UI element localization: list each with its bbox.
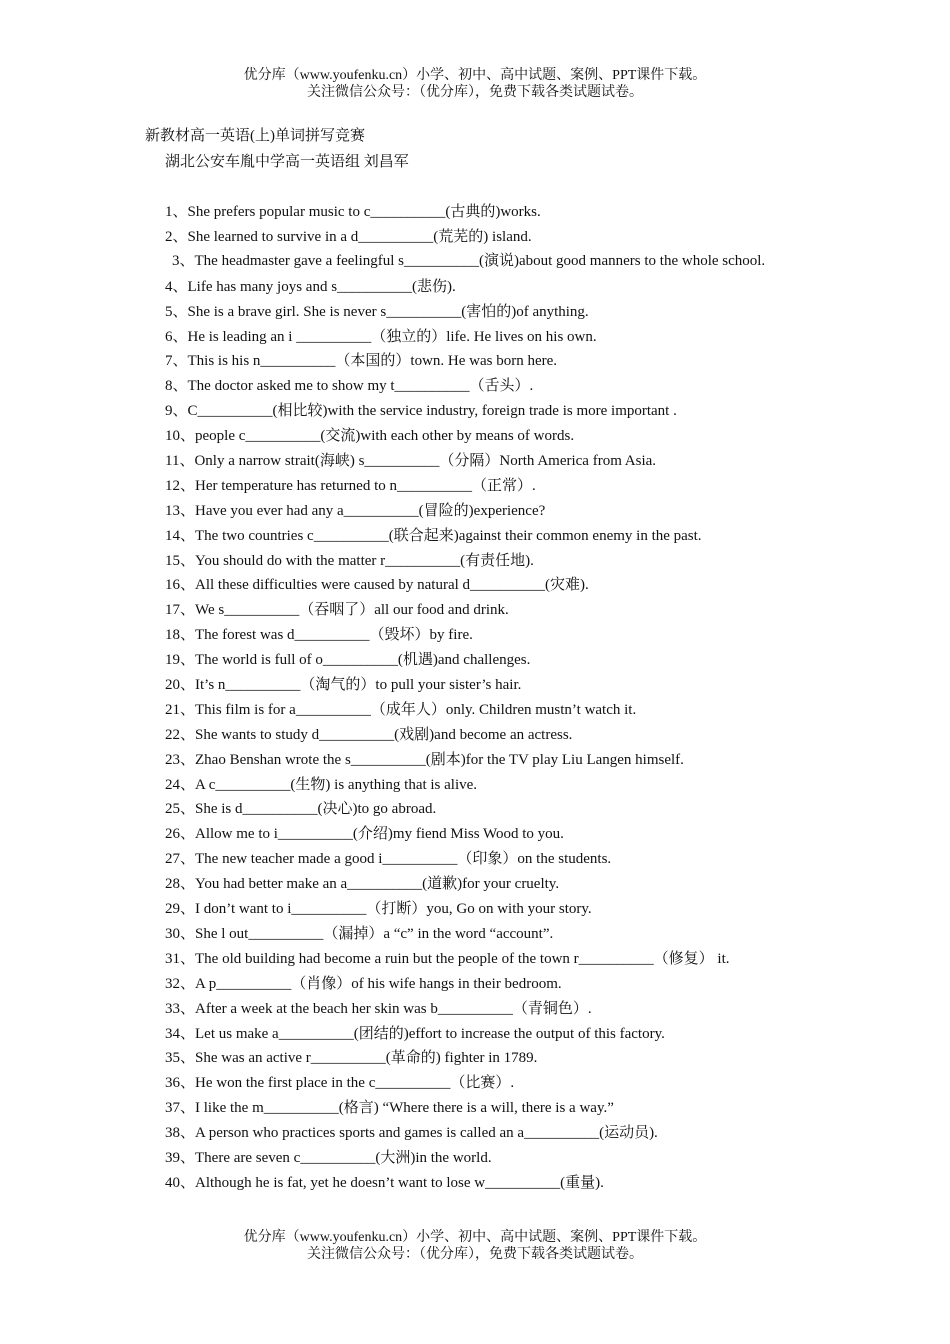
question-item: 24、A c__________(生物) is anything that is alive. (165, 776, 478, 793)
question-item: 19、The world is full of o__________(机遇)and challenges. (165, 652, 531, 669)
question-item: 34、Let us make a__________(团结的)effort to increase the output of this factory. (165, 1025, 665, 1042)
question-item: 25、She is d__________(决心)to go abroad. (165, 801, 437, 818)
question-item: 18、The forest was d__________（毁坏）by fire. (165, 627, 473, 644)
question-item: 7、This is his n__________（本国的）town. He was born here. (165, 353, 558, 370)
question-item: 11、Only a narrow strait(海峡) s__________（分隔）North America from Asia. (165, 453, 657, 470)
question-item: 14、The two countries c__________(联合起来)against their common enemy in the past. (165, 527, 702, 544)
question-item: 29、I don’t want to i__________（打断）you, Go on with your story. (165, 901, 592, 918)
question-item: 10、people c__________(交流)with each other by means of words. (165, 428, 575, 445)
question-item: 9、C__________(相比较)with the service industry, foreign trade is more important . (165, 403, 677, 420)
question-item: 37、I like the m__________(格言) “Where there is a will, there is a way.” (165, 1100, 614, 1117)
question-item: 26、Allow me to i__________(介绍)my fiend Miss Wood to you. (165, 826, 564, 843)
question-item: 21、This film is for a__________（成年人）only. Children mustn’t watch it. (165, 701, 637, 718)
question-item: 6、He is leading an i __________（独立的）life. He lives on his own. (165, 328, 597, 345)
header-line-2: 关注微信公众号：（优分库），免费下载各类试题试卷。 (307, 85, 643, 100)
question-item: 20、It’s n__________（淘气的）to pull your sister’s hair. (165, 677, 522, 694)
question-item: 4、Life has many joys and s__________(悲伤). (165, 278, 456, 295)
header-line-1: 优分库（www.youfenku.cn）小学、初中、高中试题、案例、PPT课件下载。 (243, 68, 707, 83)
question-list (0, 201, 950, 1197)
question-item: 3、The headmaster gave a feelingful s__________(演说)about good manners to the whole school. (172, 252, 766, 269)
question-item: 8、The doctor asked me to show my t__________（舌头）. (165, 378, 534, 395)
question-item: 36、He won the first place in the c__________（比赛）. (165, 1075, 515, 1092)
question-item: 17、We s__________（吞咽了）all our food and drink. (165, 602, 509, 619)
page-header (0, 67, 950, 101)
page-footer (0, 1229, 950, 1263)
question-item: 35、She was an active r__________(革命的) fighter in 1789. (165, 1050, 538, 1067)
question-item: 32、A p__________（肖像）of his wife hangs in their bedroom. (165, 975, 562, 992)
footer-line-1: 优分库（www.youfenku.cn）小学、初中、高中试题、案例、PPT课件下载。 (243, 1230, 707, 1245)
question-item: 5、She is a brave girl. She is never s__________(害怕的)of anything. (165, 303, 589, 320)
question-item: 15、You should do with the matter r__________(有责任地). (165, 552, 534, 569)
question-item: 13、Have you ever had any a__________(冒险的)experience? (165, 502, 546, 519)
question-item: 2、She learned to survive in a d__________(荒芜的) island. (165, 228, 532, 245)
footer-line-2: 关注微信公众号：（优分库），免费下载各类试题试卷。 (307, 1247, 643, 1262)
document-title: 新教材高一英语(上)单词拼写竞赛 (145, 128, 365, 144)
question-item: 38、A person who practices sports and games is called an a__________(运动员). (165, 1125, 658, 1142)
question-item: 27、The new teacher made a good i__________（印象）on the students. (165, 851, 612, 868)
question-item: 16、All these difficulties were caused by natural d__________(灾难). (165, 577, 589, 594)
question-item: 30、She l out__________（漏掉）a “c” in the word “account”. (165, 925, 554, 942)
question-item: 1、She prefers popular music to c__________(古典的)works. (165, 204, 541, 220)
question-item: 12、Her temperature has returned to n__________（正常）. (165, 477, 536, 494)
question-item: 33、After a week at the beach her skin was b__________（青铜色）. (165, 1000, 592, 1017)
question-item: 28、You had better make an a__________(道歉)for your cruelty. (165, 876, 560, 893)
question-item: 40、Although he is fat, yet he doesn’t want to lose w__________(重量). (165, 1174, 604, 1191)
question-item: 31、The old building had become a ruin but the people of the town r__________（修复） it. (165, 950, 730, 967)
question-item: 22、She wants to study d__________(戏剧)and become an actress. (165, 726, 573, 743)
question-item: 39、There are seven c__________(大洲)in the world. (165, 1149, 492, 1166)
document-author: 湖北公安车胤中学高一英语组 刘昌军 (165, 154, 409, 170)
question-item: 23、Zhao Benshan wrote the s__________(剧本)for the TV play Liu Langen himself. (165, 751, 684, 768)
